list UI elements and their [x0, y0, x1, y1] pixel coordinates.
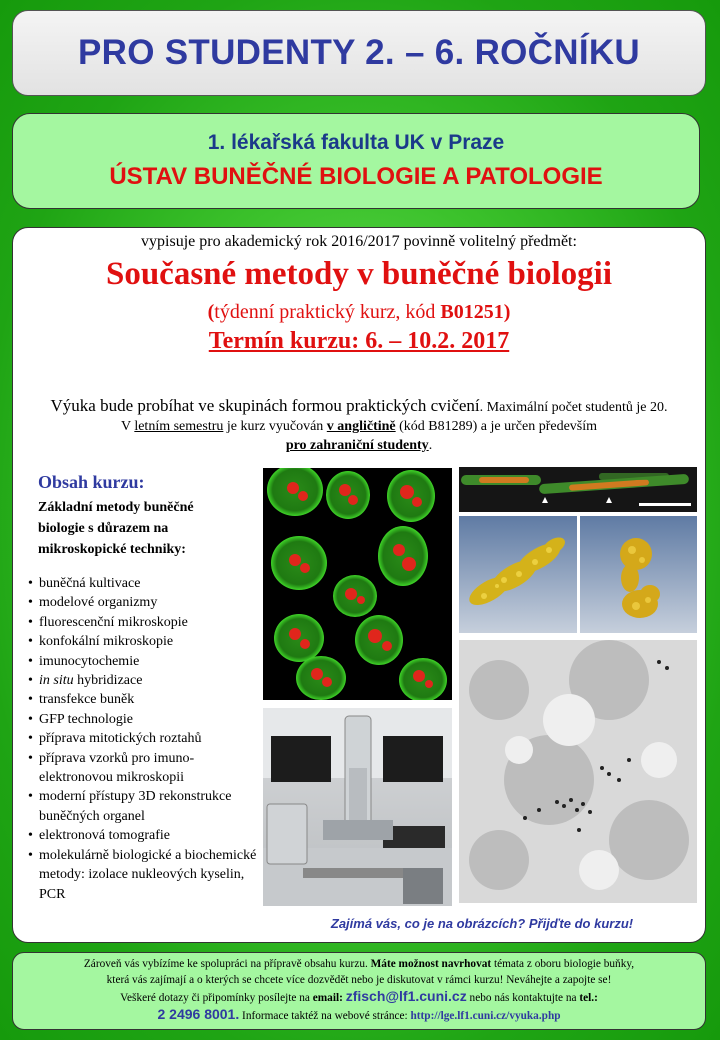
list-item: • in situ hybridizace: [28, 671, 260, 690]
electron-microscope-photo: [263, 708, 452, 906]
content-description: Základní metody buněčné biologie s důrazem na mikroskopické techniky:: [38, 500, 194, 557]
page-title: PRO STUDENTY 2. – 6. ROČNÍKU: [77, 33, 641, 72]
list-item: • fluorescenční mikroskopie: [28, 613, 260, 632]
teaching-info: Výuka bude probíhat ve skupinách formou praktických cvičení. Maximální počet studentů je 20.: [50, 396, 668, 415]
list-item: • elektronová tomografie: [28, 826, 260, 845]
3d-reconstruction-image: [459, 516, 577, 633]
course-subtitle: (týdenní praktický kurz, kód B01251): [207, 301, 511, 323]
electron-micrograph-image: [459, 640, 697, 903]
institute-name: ÚSTAV BUNĚČNÉ BIOLOGIE A PATOLOGIE: [109, 163, 603, 190]
list-item: • modelové organizmy: [28, 593, 260, 612]
intro-text: vypisuje pro akademický rok 2016/2017 povinně volitelný předmět:: [141, 233, 577, 250]
3d-organelle-image: [580, 516, 697, 633]
email-link[interactable]: zfisch@lf1.cuni.cz: [345, 988, 467, 1004]
fluorescence-nuclei-image: [263, 468, 452, 700]
list-item: • imunocytochemie: [28, 652, 260, 671]
list-item: • příprava mitotických roztahů: [28, 729, 260, 748]
footer-line-3: Veškeré dotazy či připomínky posílejte na email: zfisch@lf1.cuni.cz nebo nás kontaktujte na tel.:: [120, 988, 598, 1004]
footer-line-4: 2 2496 8001. Informace taktéž na webové stránce: http://lge.lf1.cuni.cz/vyuka.php: [157, 1006, 561, 1022]
faculty-name: 1. lékařská fakulta UK v Praze: [207, 131, 505, 154]
chromosome-image: [459, 467, 697, 512]
content-title: Obsah kurzu:: [38, 472, 145, 492]
list-item: • molekulárně biologické a biochemické metody: izolace nukleových kyselin, PCR: [28, 846, 260, 904]
phone-number: 2 2496 8001.: [157, 1006, 240, 1022]
image-caption: Zajímá vás, co je na obrázcích? Přijďte do kurzu!: [330, 916, 634, 931]
header-banner: [12, 10, 706, 96]
course-title: Současné metody v buněčné biologii: [105, 256, 613, 292]
topic-list: [28, 574, 260, 904]
list-item: • GFP technologie: [28, 710, 260, 729]
list-item: • transfekce buněk: [28, 690, 260, 709]
list-item: • příprava vzorků pro imuno-elektronovou mikroskopii: [28, 749, 260, 788]
english-course-info: V letním semestru je kurz vyučován v angličtině (kód B81289) a je určen především pro zahraniční studenty.: [120, 419, 598, 453]
list-item: • buněčná kultivace: [28, 574, 260, 593]
footer-box: [12, 952, 706, 1030]
footer-line-2: která vás zajímají a o kterých se chcete více dozvědět nebo je diskutovat v rámci kurzu! Neváhejte a zapojte se!: [106, 974, 612, 986]
main-content-box: [12, 227, 706, 943]
list-item: • moderní přístupy 3D rekonstrukce buněčných organel: [28, 787, 260, 826]
course-term: Termín kurzu: 6. – 10.2. 2017: [208, 328, 510, 354]
website-link[interactable]: http://lge.lf1.cuni.cz/vyuka.php: [410, 1010, 561, 1022]
faculty-box: [12, 113, 700, 209]
footer-line-1: Zároveň vás vybízíme ke spolupráci na přípravě obsahu kurzu. Máte možnost navrhovat témata z oboru biologie buňky,: [83, 958, 635, 970]
list-item: • konfokální mikroskopie: [28, 632, 260, 651]
